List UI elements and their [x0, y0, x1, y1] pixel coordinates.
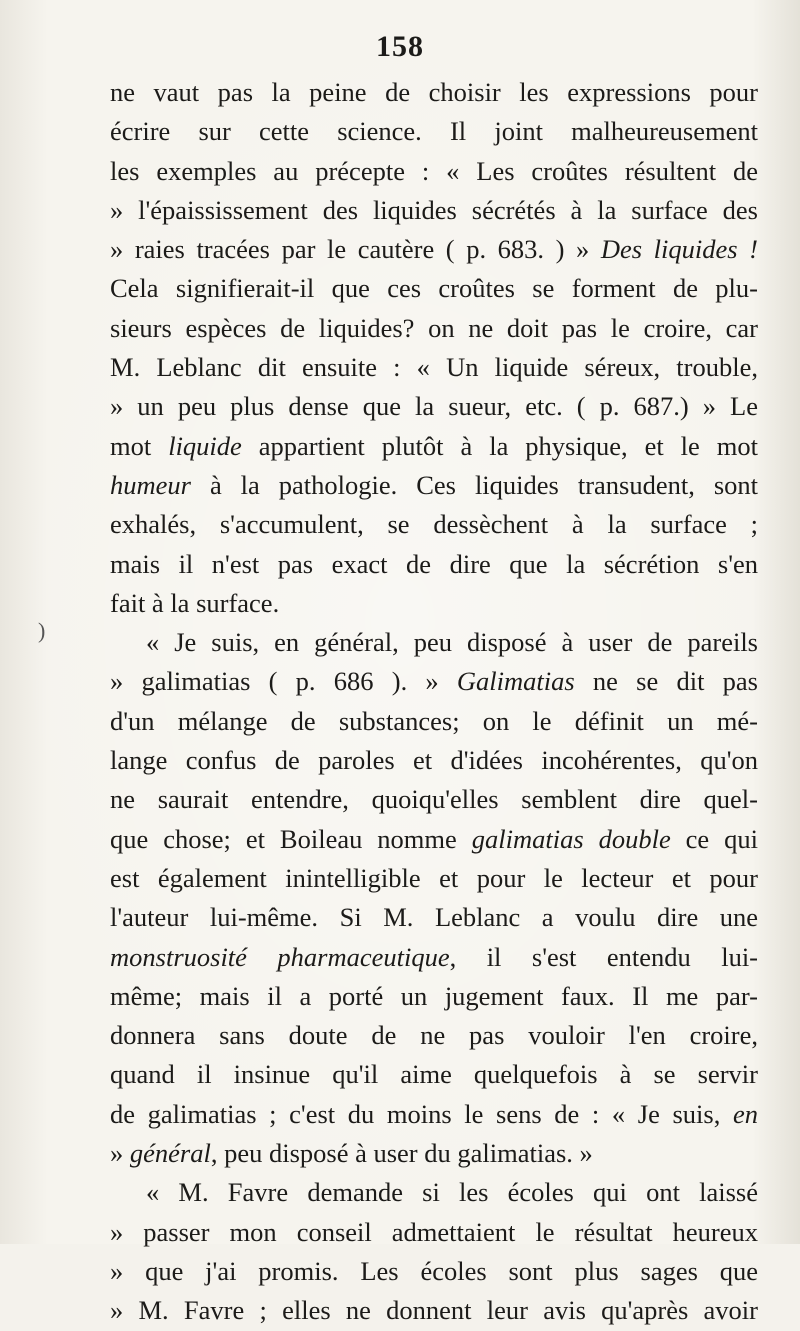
text-span: fait à la surface. — [110, 587, 280, 618]
text-line — [110, 112, 758, 151]
text-line — [110, 348, 758, 387]
text-span: » que j'ai promis. Les écoles sont plus sages que — [110, 1255, 758, 1286]
text-line — [110, 741, 758, 780]
italic-text: Galimatias — [456, 666, 575, 697]
text-span: mais il n'est pas exact de dire que la sécrétion s'en — [110, 548, 758, 579]
text-span: sieurs espèces de liquides? on ne doit pas le croire, car — [110, 312, 758, 343]
italic-text: liquide — [168, 430, 242, 461]
text-span: » galimatias ( p. 686 ). » — [110, 666, 457, 697]
text-line — [110, 269, 758, 308]
text-line — [110, 1016, 758, 1055]
text-span: mot — [110, 430, 169, 461]
text-span: l'auteur lui-même. Si M. Leblanc a voulu dire une — [110, 902, 758, 933]
text-span: ne vaut pas la peine de choisir les expressions pour — [110, 77, 758, 107]
text-span: d'un mélange de substances; on le définit un mé- — [110, 705, 758, 736]
text-line — [110, 1213, 758, 1252]
text-line — [110, 73, 758, 112]
text-span: » passer mon conseil admettaient le résultat heureux — [110, 1216, 758, 1247]
text-span: M. Leblanc dit ensuite : « Un liquide séreux, trouble, — [110, 352, 758, 383]
text-line — [110, 702, 758, 741]
italic-text: humeur — [110, 469, 191, 500]
text-line — [110, 584, 758, 623]
text-line — [110, 1173, 758, 1212]
text-line — [110, 1134, 758, 1173]
text-line — [110, 820, 758, 859]
text-line — [110, 1291, 758, 1330]
italic-text: Des liquides ! — [600, 234, 758, 265]
text-line — [110, 977, 758, 1016]
text-span: « M. Favre demande si les écoles qui ont laissé — [146, 1177, 758, 1208]
text-span: lange confus de paroles et d'idées incohérentes, qu'on — [110, 745, 758, 776]
italic-text: général — [129, 1138, 211, 1169]
text-line — [110, 1055, 758, 1094]
text-span: ce qui — [670, 823, 758, 854]
text-line — [110, 309, 758, 348]
text-line — [110, 623, 758, 662]
italic-text: en — [732, 1098, 758, 1129]
text-line — [110, 859, 758, 898]
text-line — [110, 780, 758, 819]
text-span: écrire sur cette science. Il joint malheureusement — [110, 116, 758, 147]
text-span: , peu disposé à user du galimatias. » — [210, 1138, 593, 1169]
text-line — [110, 938, 758, 977]
text-span: » raies tracées par le cautère ( p. 683. ) » — [110, 234, 601, 265]
text-span: les exemples au précepte : « Les croûtes résultent de — [110, 155, 758, 186]
text-span: même; mais il a porté un jugement faux. Il me par- — [110, 980, 758, 1011]
text-span: Cela signifierait-il que ces croûtes se forment de plu- — [110, 273, 758, 304]
text-line — [110, 152, 758, 191]
text-line — [110, 898, 758, 937]
text-span: , il s'est entendu lui- — [449, 941, 759, 972]
text-line — [110, 230, 758, 269]
page-number: 158 — [376, 30, 424, 63]
text-line — [110, 427, 758, 466]
text-span: « Je suis, en général, peu disposé à user de pareils — [146, 627, 758, 658]
text-span: que chose; et Boileau nomme — [110, 823, 472, 854]
text-span: à la pathologie. Ces liquides transudent, sont — [190, 469, 758, 500]
text-span: » l'épaississement des liquides sécrétés à la surface des — [110, 194, 758, 225]
text-line — [110, 466, 758, 505]
text-line — [110, 662, 758, 701]
text-span: exhalés, s'accumulent, se dessèchent à la surface ; — [110, 509, 758, 540]
margin-mark: ) — [38, 618, 46, 643]
text-span: de galimatias ; c'est du moins le sens de : « Je suis, — [110, 1098, 733, 1129]
text-span: quand il insinue qu'il aime quelquefois à se servir — [110, 1059, 758, 1090]
body-text — [110, 73, 758, 1331]
text-line — [110, 545, 758, 584]
italic-text: galimatias double — [471, 823, 671, 854]
text-span: appartient plutôt à la physique, et le mot — [241, 430, 758, 461]
text-span: » M. Favre ; elles ne donnent leur avis qu'après avoir — [110, 1295, 758, 1326]
text-span: est également inintelligible et pour le lecteur et pour — [110, 862, 758, 893]
text-line — [110, 1252, 758, 1291]
text-line — [110, 191, 758, 230]
text-span: » — [110, 1138, 130, 1169]
text-line — [110, 505, 758, 544]
text-span: » un peu plus dense que la sueur, etc. ( p. 687.) » Le — [110, 391, 758, 422]
text-line — [110, 1095, 758, 1134]
text-line — [110, 387, 758, 426]
italic-text: monstruosité pharmaceutique — [110, 941, 450, 972]
text-span: ne saurait entendre, quoiqu'elles semblent dire quel- — [110, 784, 758, 815]
text-span: ne se dit pas — [574, 666, 758, 697]
text-span: donnera sans doute de ne pas vouloir l'en croire, — [110, 1020, 758, 1051]
